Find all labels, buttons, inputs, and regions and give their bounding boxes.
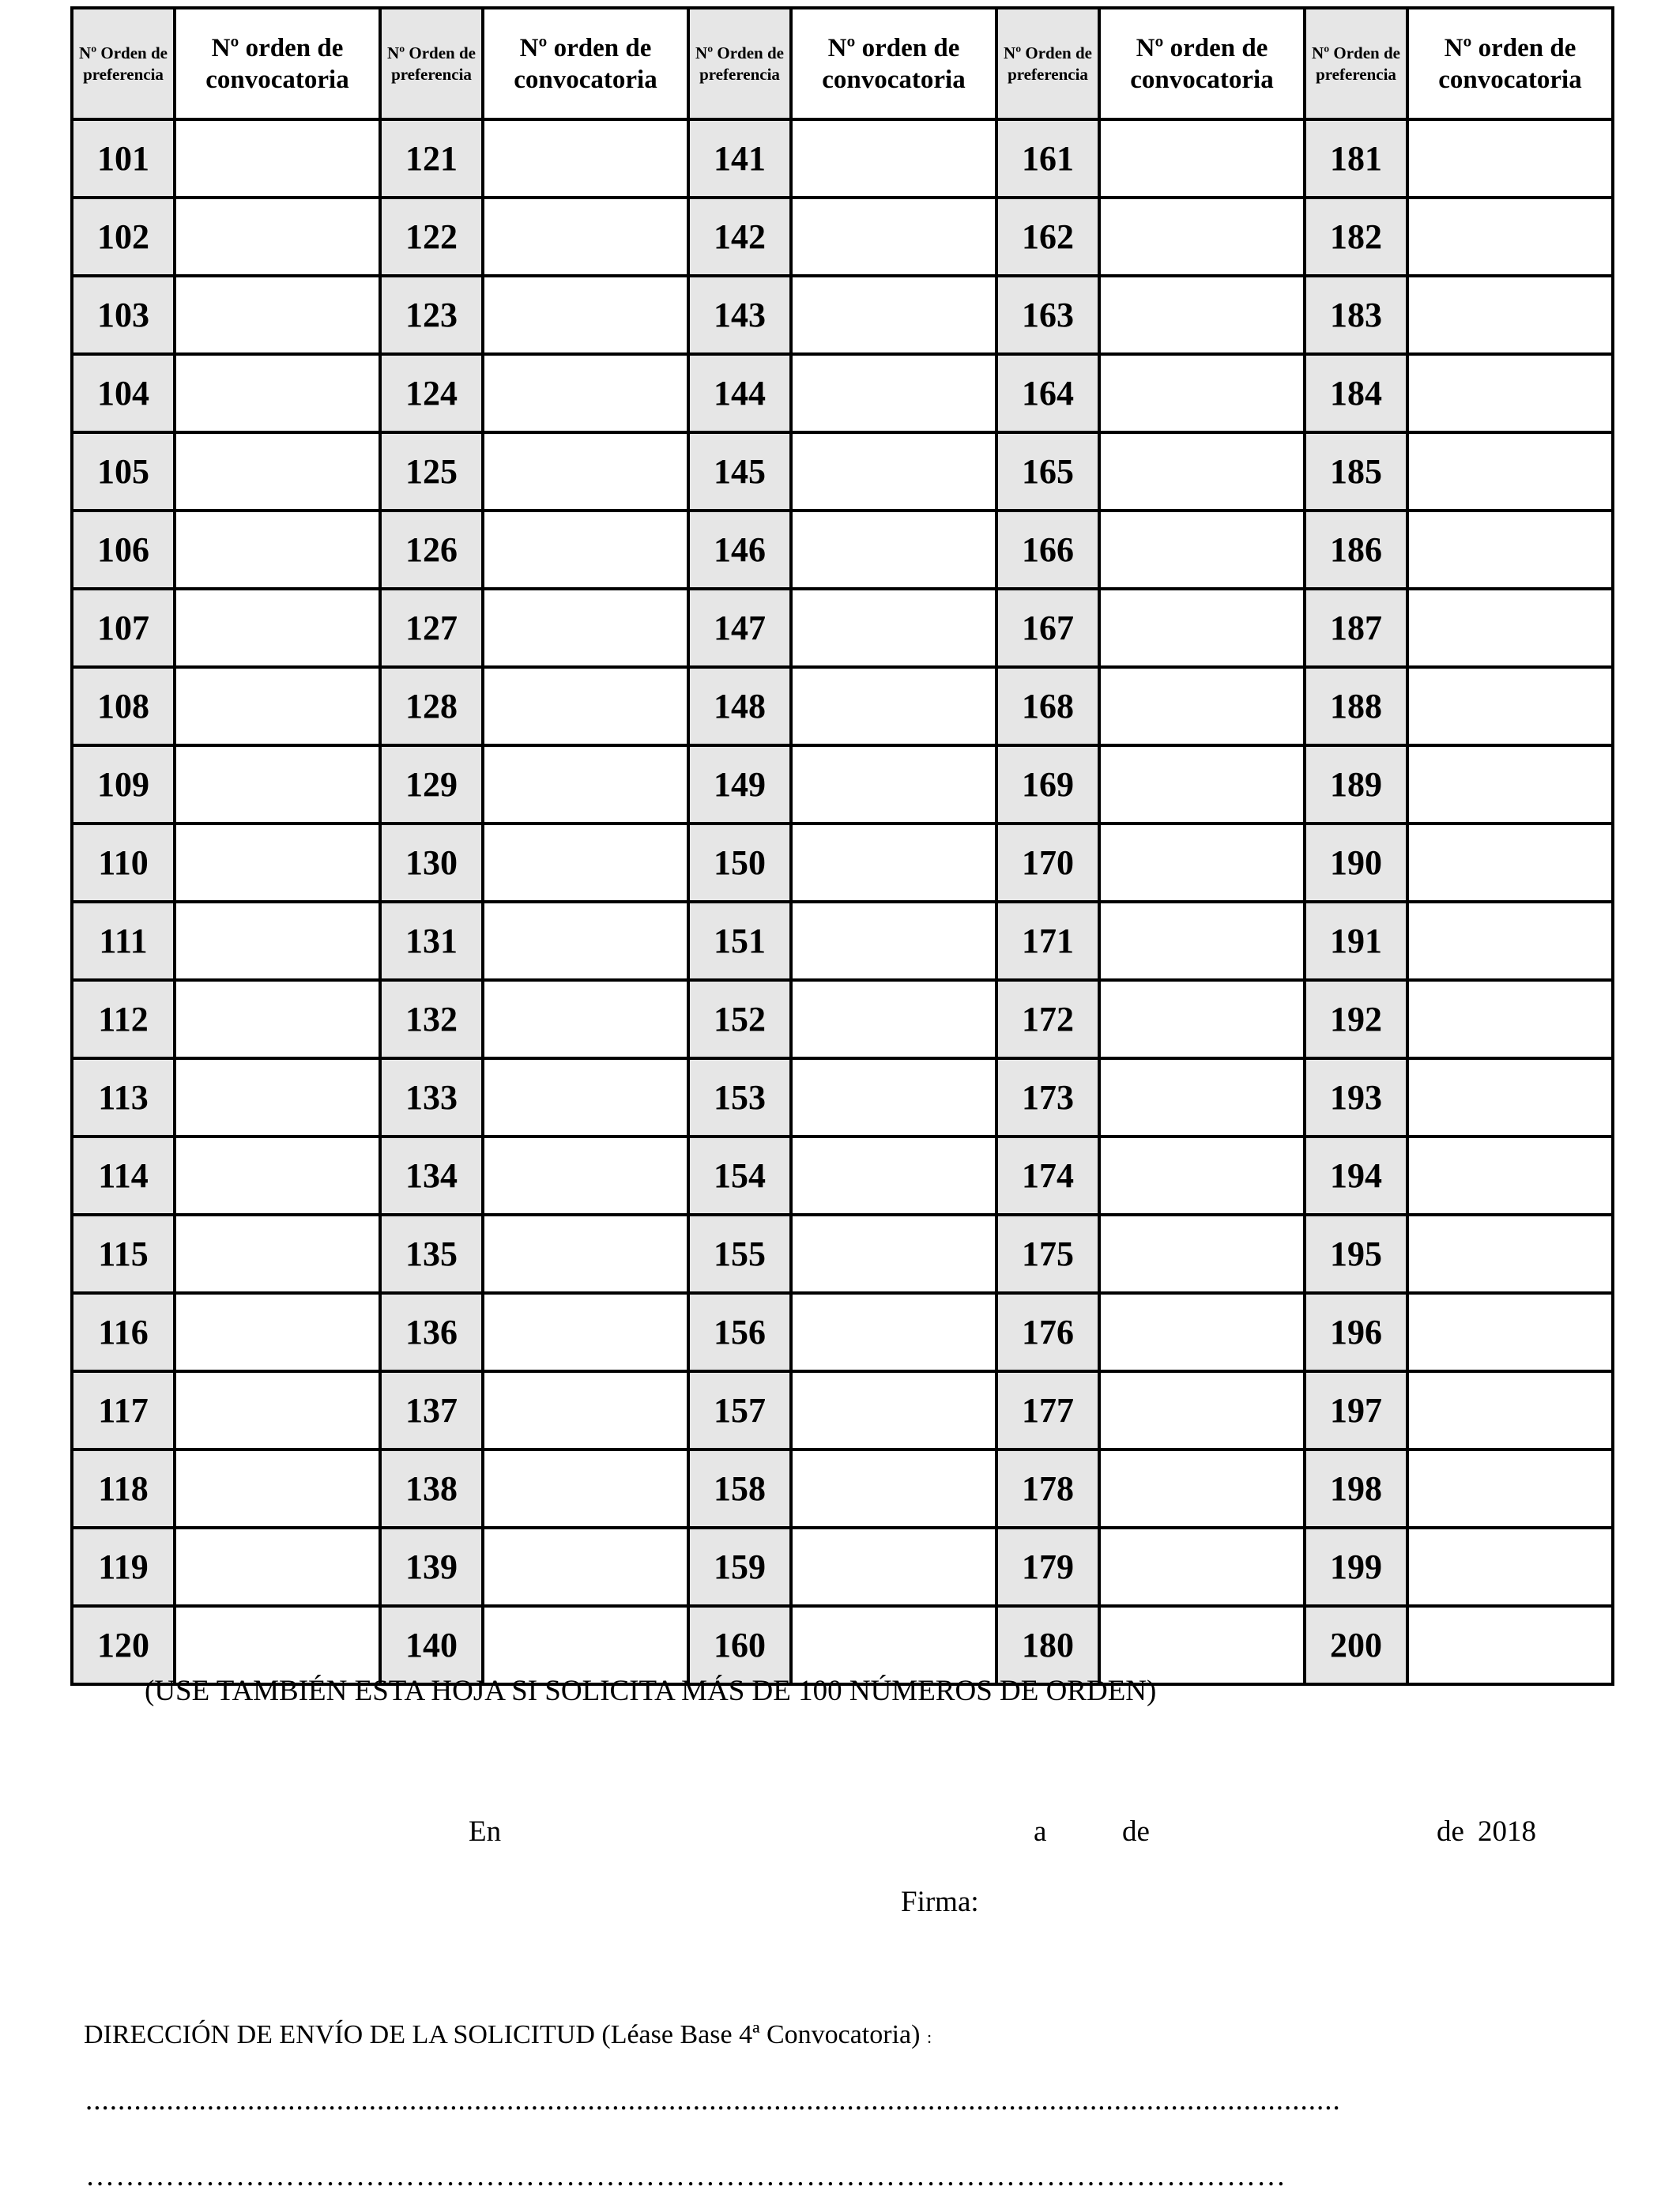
- preference-number-cell: 118: [72, 1449, 175, 1528]
- convocatoria-number-input-cell[interactable]: [483, 1293, 688, 1371]
- convocatoria-number-input-cell[interactable]: [1407, 980, 1613, 1058]
- convocatoria-number-input-cell[interactable]: [1407, 1606, 1613, 1684]
- preference-number-cell: 142: [688, 198, 791, 276]
- convocatoria-number-input-cell[interactable]: [483, 902, 688, 980]
- preference-number-cell: 190: [1305, 824, 1407, 902]
- convocatoria-number-input-cell[interactable]: [175, 119, 380, 198]
- preference-number-cell: 134: [380, 1137, 483, 1215]
- signature-label: Firma:: [901, 1886, 979, 1918]
- preference-number-cell: 154: [688, 1137, 791, 1215]
- preference-number-cell: 139: [380, 1528, 483, 1606]
- convocatoria-number-input-cell[interactable]: [1099, 354, 1305, 432]
- convocatoria-number-input-cell[interactable]: [791, 1528, 996, 1606]
- convocatoria-number-input-cell[interactable]: [1407, 1058, 1613, 1137]
- preference-number-cell: 114: [72, 1137, 175, 1215]
- date-en-label: En: [469, 1815, 502, 1848]
- preference-number-cell: 180: [996, 1606, 1099, 1684]
- convocatoria-number-input-cell[interactable]: [791, 1137, 996, 1215]
- preference-number-cell: 124: [380, 354, 483, 432]
- convocatoria-number-input-cell[interactable]: [791, 902, 996, 980]
- convocatoria-number-input-cell[interactable]: [483, 1606, 688, 1684]
- preference-number-cell: 173: [996, 1058, 1099, 1137]
- table-row: [72, 1449, 1613, 1528]
- preference-number-cell: 143: [688, 276, 791, 354]
- convocatoria-number-input-cell[interactable]: [175, 980, 380, 1058]
- preference-number-cell: 140: [380, 1606, 483, 1684]
- preference-number-cell: 193: [1305, 1058, 1407, 1137]
- convocatoria-number-input-cell[interactable]: [483, 354, 688, 432]
- convocatoria-number-input-cell[interactable]: [1407, 354, 1613, 432]
- preference-number-cell: 135: [380, 1215, 483, 1293]
- convocatoria-number-input-cell[interactable]: [175, 1215, 380, 1293]
- convocatoria-number-input-cell[interactable]: [483, 1371, 688, 1449]
- preference-number-cell: 105: [72, 432, 175, 511]
- preference-number-cell: 152: [688, 980, 791, 1058]
- preference-number-cell: 150: [688, 824, 791, 902]
- convocatoria-number-input-cell[interactable]: [791, 432, 996, 511]
- convocatoria-number-input-cell[interactable]: [791, 589, 996, 667]
- convocatoria-number-input-cell[interactable]: [1407, 902, 1613, 980]
- address-colon: :: [926, 2027, 932, 2047]
- preference-number-cell: 164: [996, 354, 1099, 432]
- table-row: [72, 1528, 1613, 1606]
- preference-number-cell: 161: [996, 119, 1099, 198]
- convocatoria-number-input-cell[interactable]: [1099, 1058, 1305, 1137]
- convocatoria-number-input-cell[interactable]: [483, 198, 688, 276]
- preference-number-cell: 104: [72, 354, 175, 432]
- table-row: [72, 824, 1613, 902]
- convocatoria-number-input-cell[interactable]: [175, 276, 380, 354]
- preference-number-cell: 198: [1305, 1449, 1407, 1528]
- preference-number-cell: 178: [996, 1449, 1099, 1528]
- convocatoria-number-input-cell[interactable]: [1407, 276, 1613, 354]
- preference-number-cell: 145: [688, 432, 791, 511]
- preference-number-cell: 197: [1305, 1371, 1407, 1449]
- preference-number-cell: 113: [72, 1058, 175, 1137]
- preference-number-cell: 131: [380, 902, 483, 980]
- table-row: [72, 119, 1613, 198]
- convocatoria-number-input-cell[interactable]: [1099, 1137, 1305, 1215]
- header-preference-5: Nº Orden de preferencia: [1305, 8, 1407, 119]
- convocatoria-number-input-cell[interactable]: [175, 198, 380, 276]
- preference-number-cell: 122: [380, 198, 483, 276]
- convocatoria-number-input-cell[interactable]: [1099, 1371, 1305, 1449]
- preference-number-cell: 137: [380, 1371, 483, 1449]
- preference-number-cell: 195: [1305, 1215, 1407, 1293]
- header-convocatoria-1: Nº orden de convocatoria: [175, 8, 380, 119]
- convocatoria-number-input-cell[interactable]: [175, 1449, 380, 1528]
- preference-number-cell: 136: [380, 1293, 483, 1371]
- convocatoria-number-input-cell[interactable]: [483, 1449, 688, 1528]
- preference-number-cell: 132: [380, 980, 483, 1058]
- preference-number-cell: 163: [996, 276, 1099, 354]
- preference-number-cell: 168: [996, 667, 1099, 745]
- preference-number-cell: 112: [72, 980, 175, 1058]
- date-de-label-1: de: [1122, 1815, 1150, 1848]
- convocatoria-number-input-cell[interactable]: [1407, 1528, 1613, 1606]
- convocatoria-number-input-cell[interactable]: [483, 1058, 688, 1137]
- convocatoria-number-input-cell[interactable]: [175, 1137, 380, 1215]
- preference-number-cell: 181: [1305, 119, 1407, 198]
- preference-number-cell: 128: [380, 667, 483, 745]
- convocatoria-number-input-cell[interactable]: [791, 667, 996, 745]
- preference-number-cell: 119: [72, 1528, 175, 1606]
- preference-number-cell: 196: [1305, 1293, 1407, 1371]
- convocatoria-number-input-cell[interactable]: [175, 824, 380, 902]
- table-row: [72, 1606, 1613, 1684]
- preference-number-cell: 171: [996, 902, 1099, 980]
- convocatoria-number-input-cell[interactable]: [483, 276, 688, 354]
- preference-number-cell: 125: [380, 432, 483, 511]
- preference-number-cell: 172: [996, 980, 1099, 1058]
- convocatoria-number-input-cell[interactable]: [1407, 1215, 1613, 1293]
- convocatoria-number-input-cell[interactable]: [175, 1606, 380, 1684]
- convocatoria-number-input-cell[interactable]: [791, 1058, 996, 1137]
- convocatoria-number-input-cell[interactable]: [1099, 1449, 1305, 1528]
- convocatoria-number-input-cell[interactable]: [175, 1528, 380, 1606]
- preference-number-cell: 106: [72, 511, 175, 589]
- convocatoria-number-input-cell[interactable]: [175, 1293, 380, 1371]
- table-row: [72, 1137, 1613, 1215]
- convocatoria-number-input-cell[interactable]: [791, 745, 996, 824]
- preference-number-cell: 115: [72, 1215, 175, 1293]
- preference-number-cell: 109: [72, 745, 175, 824]
- convocatoria-number-input-cell[interactable]: [175, 745, 380, 824]
- convocatoria-number-input-cell[interactable]: [1099, 667, 1305, 745]
- convocatoria-number-input-cell[interactable]: [1099, 432, 1305, 511]
- convocatoria-number-input-cell[interactable]: [1099, 980, 1305, 1058]
- convocatoria-number-input-cell[interactable]: [791, 1215, 996, 1293]
- table-row: [72, 667, 1613, 745]
- header-preference-1: Nº Orden de preferencia: [72, 8, 175, 119]
- preference-number-cell: 191: [1305, 902, 1407, 980]
- convocatoria-number-input-cell[interactable]: [483, 511, 688, 589]
- table-row: [72, 198, 1613, 276]
- preference-number-cell: 179: [996, 1528, 1099, 1606]
- convocatoria-number-input-cell[interactable]: [483, 980, 688, 1058]
- preference-number-cell: 144: [688, 354, 791, 432]
- preference-number-cell: 102: [72, 198, 175, 276]
- preference-number-cell: 175: [996, 1215, 1099, 1293]
- convocatoria-number-input-cell[interactable]: [1099, 511, 1305, 589]
- preference-number-cell: 194: [1305, 1137, 1407, 1215]
- preference-number-cell: 103: [72, 276, 175, 354]
- table-row: [72, 902, 1613, 980]
- convocatoria-number-input-cell[interactable]: [175, 1058, 380, 1137]
- preference-number-cell: 116: [72, 1293, 175, 1371]
- preference-number-cell: 162: [996, 198, 1099, 276]
- note-text: (USE TAMBIÉN ESTA HOJA SI SOLICITA MÁS DE 100 NÚMEROS DE ORDEN): [145, 1675, 1157, 1707]
- address-line-1: ...........................................................................................................................................................: [85, 2084, 1341, 2117]
- header-convocatoria-4: Nº orden de convocatoria: [1099, 8, 1305, 119]
- convocatoria-number-input-cell[interactable]: [483, 1528, 688, 1606]
- table-row: [72, 276, 1613, 354]
- convocatoria-number-input-cell[interactable]: [483, 1137, 688, 1215]
- preference-number-cell: 182: [1305, 198, 1407, 276]
- preference-number-cell: 188: [1305, 667, 1407, 745]
- convocatoria-number-input-cell[interactable]: [1099, 119, 1305, 198]
- preference-number-cell: 165: [996, 432, 1099, 511]
- preference-number-cell: 120: [72, 1606, 175, 1684]
- convocatoria-number-input-cell[interactable]: [791, 980, 996, 1058]
- preference-number-cell: 148: [688, 667, 791, 745]
- address-line-2: …………………………………………………………………………………………………………: [85, 2160, 1286, 2192]
- convocatoria-number-input-cell[interactable]: [483, 432, 688, 511]
- convocatoria-number-input-cell[interactable]: [1407, 1293, 1613, 1371]
- table-row: [72, 1293, 1613, 1371]
- preference-number-cell: 155: [688, 1215, 791, 1293]
- convocatoria-number-input-cell[interactable]: [1407, 824, 1613, 902]
- table-row: [72, 1215, 1613, 1293]
- preference-number-cell: 138: [380, 1449, 483, 1528]
- convocatoria-number-input-cell[interactable]: [1407, 1449, 1613, 1528]
- convocatoria-number-input-cell[interactable]: [483, 824, 688, 902]
- preference-number-cell: 151: [688, 902, 791, 980]
- convocatoria-number-input-cell[interactable]: [1407, 432, 1613, 511]
- preference-number-cell: 133: [380, 1058, 483, 1137]
- preference-number-cell: 101: [72, 119, 175, 198]
- table-row: [72, 511, 1613, 589]
- preference-number-cell: 170: [996, 824, 1099, 902]
- convocatoria-number-input-cell[interactable]: [483, 745, 688, 824]
- convocatoria-number-input-cell[interactable]: [175, 511, 380, 589]
- preference-number-cell: 199: [1305, 1528, 1407, 1606]
- preference-number-cell: 130: [380, 824, 483, 902]
- convocatoria-number-input-cell[interactable]: [1407, 745, 1613, 824]
- preference-number-cell: 153: [688, 1058, 791, 1137]
- preference-number-cell: 126: [380, 511, 483, 589]
- preference-number-cell: 176: [996, 1293, 1099, 1371]
- order-number-table: [70, 6, 1614, 1686]
- convocatoria-number-input-cell[interactable]: [1099, 589, 1305, 667]
- convocatoria-number-input-cell[interactable]: [1407, 119, 1613, 198]
- convocatoria-number-input-cell[interactable]: [1407, 511, 1613, 589]
- preference-number-cell: 185: [1305, 432, 1407, 511]
- preference-number-cell: 186: [1305, 511, 1407, 589]
- header-convocatoria-2: Nº orden de convocatoria: [483, 8, 688, 119]
- preference-number-cell: 117: [72, 1371, 175, 1449]
- preference-number-cell: 183: [1305, 276, 1407, 354]
- preference-number-cell: 192: [1305, 980, 1407, 1058]
- convocatoria-number-input-cell[interactable]: [1099, 824, 1305, 902]
- convocatoria-number-input-cell[interactable]: [483, 589, 688, 667]
- convocatoria-number-input-cell[interactable]: [483, 1215, 688, 1293]
- convocatoria-number-input-cell[interactable]: [483, 119, 688, 198]
- table-row: [72, 1371, 1613, 1449]
- convocatoria-number-input-cell[interactable]: [175, 667, 380, 745]
- convocatoria-number-input-cell[interactable]: [791, 511, 996, 589]
- convocatoria-number-input-cell[interactable]: [791, 198, 996, 276]
- convocatoria-number-input-cell[interactable]: [1099, 1606, 1305, 1684]
- preference-number-cell: 111: [72, 902, 175, 980]
- convocatoria-number-input-cell[interactable]: [791, 119, 996, 198]
- header-convocatoria-5: Nº orden de convocatoria: [1407, 8, 1613, 119]
- convocatoria-number-input-cell[interactable]: [175, 589, 380, 667]
- table-row: [72, 354, 1613, 432]
- preference-number-cell: 156: [688, 1293, 791, 1371]
- convocatoria-number-input-cell[interactable]: [1407, 198, 1613, 276]
- convocatoria-number-input-cell[interactable]: [175, 354, 380, 432]
- preference-number-cell: 157: [688, 1371, 791, 1449]
- convocatoria-number-input-cell[interactable]: [1099, 902, 1305, 980]
- convocatoria-number-input-cell[interactable]: [1099, 1293, 1305, 1371]
- convocatoria-number-input-cell[interactable]: [1099, 745, 1305, 824]
- preference-number-cell: 110: [72, 824, 175, 902]
- preference-number-cell: 187: [1305, 589, 1407, 667]
- convocatoria-number-input-cell[interactable]: [791, 1606, 996, 1684]
- preference-number-cell: 141: [688, 119, 791, 198]
- table-row: [72, 980, 1613, 1058]
- convocatoria-number-input-cell[interactable]: [791, 1449, 996, 1528]
- convocatoria-number-input-cell[interactable]: [175, 432, 380, 511]
- preference-number-cell: 127: [380, 589, 483, 667]
- convocatoria-number-input-cell[interactable]: [175, 1371, 380, 1449]
- preference-number-cell: 159: [688, 1528, 791, 1606]
- date-de-label-2: de: [1437, 1815, 1464, 1848]
- preference-number-cell: 129: [380, 745, 483, 824]
- preference-number-cell: 147: [688, 589, 791, 667]
- date-a-label: a: [1034, 1815, 1047, 1848]
- preference-number-cell: 174: [996, 1137, 1099, 1215]
- convocatoria-number-input-cell[interactable]: [791, 276, 996, 354]
- convocatoria-number-input-cell[interactable]: [791, 1371, 996, 1449]
- convocatoria-number-input-cell[interactable]: [175, 902, 380, 980]
- convocatoria-number-input-cell[interactable]: [791, 354, 996, 432]
- header-preference-4: Nº Orden de preferencia: [996, 8, 1099, 119]
- preference-number-cell: 166: [996, 511, 1099, 589]
- convocatoria-number-input-cell[interactable]: [1407, 667, 1613, 745]
- date-year: 2018: [1478, 1815, 1536, 1848]
- header-preference-3: Nº Orden de preferencia: [688, 8, 791, 119]
- preference-number-cell: 107: [72, 589, 175, 667]
- table-row: [72, 745, 1613, 824]
- convocatoria-number-input-cell[interactable]: [1407, 589, 1613, 667]
- preference-number-cell: 123: [380, 276, 483, 354]
- convocatoria-number-input-cell[interactable]: [791, 1293, 996, 1371]
- table-row: [72, 589, 1613, 667]
- preference-number-cell: 149: [688, 745, 791, 824]
- convocatoria-number-input-cell[interactable]: [483, 667, 688, 745]
- address-label-text: DIRECCIÓN DE ENVÍO DE LA SOLICITUD (Léase Base 4ª Convocatoria): [84, 2020, 921, 2049]
- preference-number-cell: 167: [996, 589, 1099, 667]
- convocatoria-number-input-cell[interactable]: [1407, 1137, 1613, 1215]
- convocatoria-number-input-cell[interactable]: [1099, 1215, 1305, 1293]
- convocatoria-number-input-cell[interactable]: [1407, 1371, 1613, 1449]
- preference-number-cell: 121: [380, 119, 483, 198]
- convocatoria-number-input-cell[interactable]: [1099, 276, 1305, 354]
- preference-number-cell: 184: [1305, 354, 1407, 432]
- preference-number-cell: 177: [996, 1371, 1099, 1449]
- convocatoria-number-input-cell[interactable]: [791, 824, 996, 902]
- preference-number-cell: 146: [688, 511, 791, 589]
- table-row: [72, 1058, 1613, 1137]
- address-label: [84, 2020, 932, 2050]
- table-row: [72, 432, 1613, 511]
- convocatoria-number-input-cell[interactable]: [1099, 1528, 1305, 1606]
- preference-number-cell: 160: [688, 1606, 791, 1684]
- preference-number-cell: 200: [1305, 1606, 1407, 1684]
- preference-number-cell: 189: [1305, 745, 1407, 824]
- header-convocatoria-3: Nº orden de convocatoria: [791, 8, 996, 119]
- preference-number-cell: 169: [996, 745, 1099, 824]
- preference-number-cell: 108: [72, 667, 175, 745]
- preference-number-cell: 158: [688, 1449, 791, 1528]
- header-preference-2: Nº Orden de preferencia: [380, 8, 483, 119]
- convocatoria-number-input-cell[interactable]: [1099, 198, 1305, 276]
